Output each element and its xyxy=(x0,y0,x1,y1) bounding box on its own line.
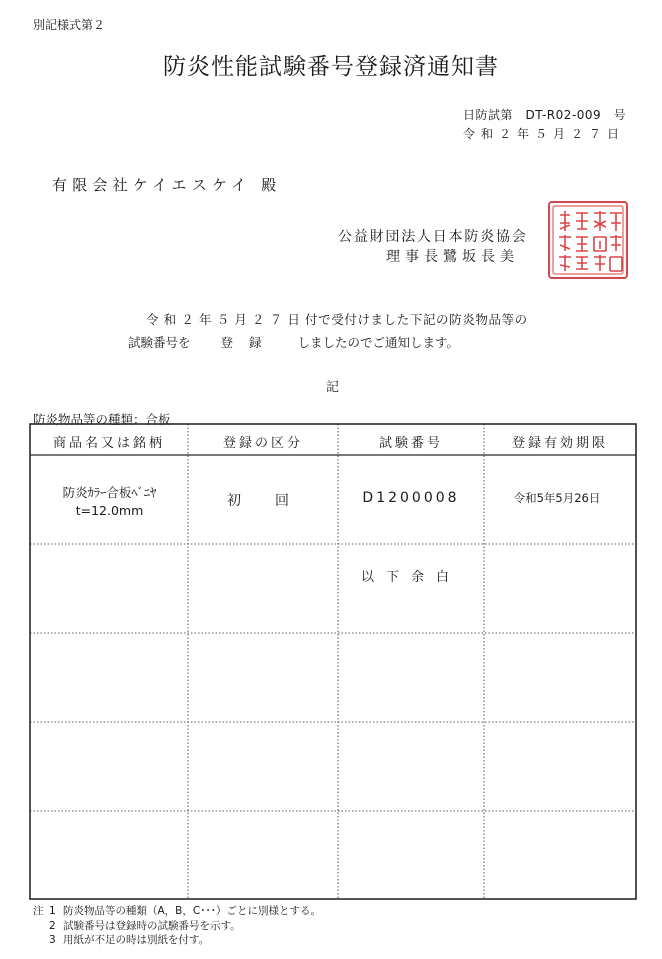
form-id: 別記様式第２ xyxy=(33,18,106,32)
product-kind-label: 防炎物品等の種類：合板 xyxy=(33,412,171,427)
column-header-expiry: 登録有効期限 xyxy=(511,436,608,451)
footnote-number: 2 xyxy=(49,919,56,932)
table-cell-product xyxy=(37,484,182,520)
footnote-2 xyxy=(33,919,321,934)
table-cell-registration-type: 初 回 xyxy=(227,493,299,509)
recipient-name: 有限会社ケイエスケイ 殿 xyxy=(52,176,282,194)
table-cell-test-number: D1200008 xyxy=(362,490,460,506)
footnote-text: 試験番号は登録時の試験番号を示す。 xyxy=(63,919,241,932)
body-prefix: 試験番号を xyxy=(128,335,191,350)
product-name: 防炎ｶﾗｰ合板ﾍﾞﾆﾔ xyxy=(62,485,157,500)
footnote-number: 3 xyxy=(49,934,56,946)
footnote-1 xyxy=(33,904,321,919)
remainder-note: 以下余白 xyxy=(360,570,461,585)
table-cell-expiry: 令和5年5月26日 xyxy=(513,491,601,505)
body-registered: 登 録 xyxy=(220,335,268,350)
document-title: 防炎性能試験番号登録済通知書 xyxy=(163,54,499,80)
column-header-product-name: 商品名又は銘柄 xyxy=(52,436,165,451)
footnote-number: 1 xyxy=(49,905,56,917)
footnote-3 xyxy=(33,933,321,948)
column-header-registration-type: 登録の区分 xyxy=(222,436,303,451)
ki-heading: 記 xyxy=(326,380,340,395)
notice-body-line-1: 令 和 ２ 年 ５ 月 ２ ７ 日 付で受付けました下記の防炎物品等の xyxy=(146,312,528,327)
issue-date: 令和２年５月２７日 xyxy=(463,127,626,141)
footnote-text: 防炎物品等の種類（A，B，C･･･）ごとに別様とする。 xyxy=(63,905,321,917)
footnotes xyxy=(33,904,321,948)
document-number: 日防試第 DT-R02-009 号 xyxy=(463,108,627,122)
footnote-text: 用紙が不足の時は別紙を付す。 xyxy=(63,934,210,946)
body-suffix: しましたのでご通知します。 xyxy=(297,335,460,350)
column-header-test-number: 試験番号 xyxy=(378,436,443,451)
product-spec: t=12.0mm xyxy=(75,503,144,518)
issuer-person: 理事長鷺坂長美 xyxy=(386,249,519,265)
footnote-mark: 注 xyxy=(33,905,44,917)
issuer-organization: 公益財団法人日本防炎協会 xyxy=(338,229,528,245)
